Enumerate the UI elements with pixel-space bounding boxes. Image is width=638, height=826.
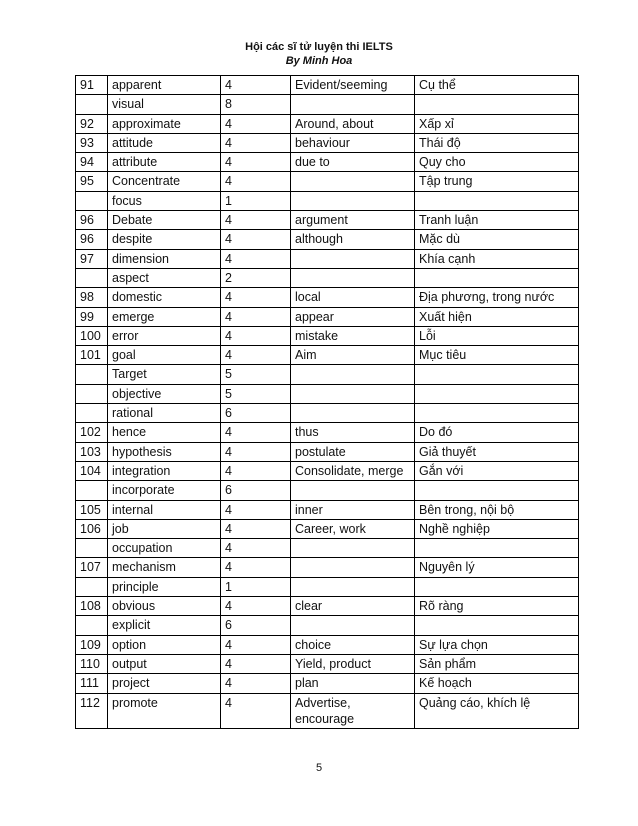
meaning-cell: Mục tiêu — [415, 346, 579, 365]
meaning-cell: Địa phương, trong nước — [415, 288, 579, 307]
band-cell: 5 — [221, 384, 291, 403]
meaning-cell: Nghề nghiệp — [415, 519, 579, 538]
table-row — [76, 500, 579, 519]
synonym-cell: plan — [291, 674, 415, 693]
band-cell: 4 — [221, 654, 291, 673]
meaning-cell — [415, 539, 579, 558]
band-cell: 4 — [221, 326, 291, 345]
entry-number-cell: 96 — [76, 230, 108, 249]
entry-number-cell: 99 — [76, 307, 108, 326]
table-row — [76, 268, 579, 287]
table-row — [76, 539, 579, 558]
band-cell: 4 — [221, 211, 291, 230]
synonym-cell — [291, 172, 415, 191]
meaning-cell: Do đó — [415, 423, 579, 442]
table-row — [76, 597, 579, 616]
word-cell: error — [108, 326, 221, 345]
meaning-cell: Xuất hiện — [415, 307, 579, 326]
table-row — [76, 346, 579, 365]
entry-number-cell: 95 — [76, 172, 108, 191]
entry-number-cell: 109 — [76, 635, 108, 654]
table-row — [76, 288, 579, 307]
word-cell: emerge — [108, 307, 221, 326]
meaning-cell: Cụ thể — [415, 76, 579, 95]
band-cell: 4 — [221, 597, 291, 616]
synonym-cell: Around, about — [291, 114, 415, 133]
meaning-cell — [415, 481, 579, 500]
synonym-cell — [291, 268, 415, 287]
table-row — [76, 654, 579, 673]
entry-number-cell: 108 — [76, 597, 108, 616]
table-row — [76, 519, 579, 538]
synonym-cell — [291, 577, 415, 596]
word-cell: apparent — [108, 76, 221, 95]
synonym-cell: Yield, product — [291, 654, 415, 673]
synonym-cell — [291, 481, 415, 500]
synonym-cell — [291, 558, 415, 577]
band-cell: 8 — [221, 95, 291, 114]
entry-number-cell — [76, 365, 108, 384]
band-cell: 1 — [221, 577, 291, 596]
meaning-cell — [415, 95, 579, 114]
band-cell: 4 — [221, 114, 291, 133]
word-cell: internal — [108, 500, 221, 519]
table-row — [76, 153, 579, 172]
word-cell: project — [108, 674, 221, 693]
word-cell: Debate — [108, 211, 221, 230]
synonym-cell: choice — [291, 635, 415, 654]
table-row — [76, 172, 579, 191]
synonym-cell: appear — [291, 307, 415, 326]
entry-number-cell: 106 — [76, 519, 108, 538]
band-cell: 4 — [221, 519, 291, 538]
meaning-cell: Rõ ràng — [415, 597, 579, 616]
synonym-cell — [291, 365, 415, 384]
meaning-cell — [415, 384, 579, 403]
word-cell: aspect — [108, 268, 221, 287]
synonym-cell: clear — [291, 597, 415, 616]
band-cell: 4 — [221, 539, 291, 558]
word-cell: promote — [108, 693, 221, 729]
band-cell: 4 — [221, 307, 291, 326]
word-cell: dimension — [108, 249, 221, 268]
band-cell: 6 — [221, 481, 291, 500]
meaning-cell: Thái độ — [415, 133, 579, 152]
synonym-cell — [291, 616, 415, 635]
table-row — [76, 211, 579, 230]
synonym-cell: behaviour — [291, 133, 415, 152]
word-cell: Target — [108, 365, 221, 384]
table-row — [76, 481, 579, 500]
vocabulary-table — [75, 75, 579, 729]
synonym-cell: mistake — [291, 326, 415, 345]
word-cell: attitude — [108, 133, 221, 152]
table-row — [76, 423, 579, 442]
word-cell: incorporate — [108, 481, 221, 500]
band-cell: 5 — [221, 365, 291, 384]
word-cell: principle — [108, 577, 221, 596]
band-cell: 4 — [221, 442, 291, 461]
entry-number-cell: 105 — [76, 500, 108, 519]
word-cell: job — [108, 519, 221, 538]
header-author: By Minh Hoa — [285, 55, 353, 67]
meaning-cell — [415, 404, 579, 423]
vocabulary-table-body — [76, 76, 579, 729]
word-cell: domestic — [108, 288, 221, 307]
table-row — [76, 307, 579, 326]
word-cell: mechanism — [108, 558, 221, 577]
meaning-cell: Gắn với — [415, 461, 579, 480]
table-row — [76, 326, 579, 345]
synonym-cell: Advertise, encourage — [291, 693, 415, 729]
synonym-cell: inner — [291, 500, 415, 519]
table-row — [76, 249, 579, 268]
synonym-cell: although — [291, 230, 415, 249]
entry-number-cell: 112 — [76, 693, 108, 729]
table-row — [76, 114, 579, 133]
band-cell: 4 — [221, 153, 291, 172]
meaning-cell: Xấp xỉ — [415, 114, 579, 133]
entry-number-cell — [76, 539, 108, 558]
synonym-cell — [291, 539, 415, 558]
entry-number-cell: 111 — [76, 674, 108, 693]
entry-number-cell — [76, 577, 108, 596]
synonym-cell: thus — [291, 423, 415, 442]
synonym-cell: Consolidate, merge — [291, 461, 415, 480]
entry-number-cell: 98 — [76, 288, 108, 307]
entry-number-cell: 92 — [76, 114, 108, 133]
entry-number-cell — [76, 191, 108, 210]
entry-number-cell: 101 — [76, 346, 108, 365]
band-cell: 4 — [221, 76, 291, 95]
word-cell: hence — [108, 423, 221, 442]
entry-number-cell: 103 — [76, 442, 108, 461]
word-cell: output — [108, 654, 221, 673]
band-cell: 2 — [221, 268, 291, 287]
synonym-cell — [291, 95, 415, 114]
word-cell: attribute — [108, 153, 221, 172]
synonym-cell: Aim — [291, 346, 415, 365]
synonym-cell — [291, 191, 415, 210]
synonym-cell — [291, 384, 415, 403]
meaning-cell: Khía cạnh — [415, 249, 579, 268]
table-row — [76, 95, 579, 114]
entry-number-cell: 104 — [76, 461, 108, 480]
meaning-cell: Quy cho — [415, 153, 579, 172]
meaning-cell — [415, 616, 579, 635]
meaning-cell — [415, 577, 579, 596]
meaning-cell — [415, 191, 579, 210]
entry-number-cell — [76, 95, 108, 114]
meaning-cell: Mặc dù — [415, 230, 579, 249]
word-cell: integration — [108, 461, 221, 480]
word-cell: despite — [108, 230, 221, 249]
header-title: Hội các sĩ tử luyện thi IELTS — [245, 41, 393, 53]
table-row — [76, 577, 579, 596]
entry-number-cell: 100 — [76, 326, 108, 345]
entry-number-cell: 96 — [76, 211, 108, 230]
table-row — [76, 76, 579, 95]
meaning-cell: Giả thuyết — [415, 442, 579, 461]
table-row — [76, 558, 579, 577]
synonym-cell: local — [291, 288, 415, 307]
entry-number-cell: 93 — [76, 133, 108, 152]
table-row — [76, 384, 579, 403]
synonym-cell — [291, 249, 415, 268]
table-row — [76, 133, 579, 152]
page-header — [0, 40, 638, 68]
word-cell: option — [108, 635, 221, 654]
entry-number-cell: 94 — [76, 153, 108, 172]
entry-number-cell: 91 — [76, 76, 108, 95]
band-cell: 4 — [221, 288, 291, 307]
entry-number-cell: 102 — [76, 423, 108, 442]
word-cell: objective — [108, 384, 221, 403]
band-cell: 6 — [221, 404, 291, 423]
table-row — [76, 616, 579, 635]
band-cell: 4 — [221, 635, 291, 654]
band-cell: 4 — [221, 674, 291, 693]
synonym-cell: Career, work — [291, 519, 415, 538]
entry-number-cell: 107 — [76, 558, 108, 577]
entry-number-cell — [76, 616, 108, 635]
word-cell: explicit — [108, 616, 221, 635]
word-cell: visual — [108, 95, 221, 114]
meaning-cell: Quảng cáo, khích lệ — [415, 693, 579, 729]
table-row — [76, 230, 579, 249]
word-cell: goal — [108, 346, 221, 365]
page-number: 5 — [315, 762, 323, 774]
entry-number-cell — [76, 384, 108, 403]
word-cell: hypothesis — [108, 442, 221, 461]
synonym-cell: postulate — [291, 442, 415, 461]
table-row — [76, 365, 579, 384]
band-cell: 1 — [221, 191, 291, 210]
synonym-cell: argument — [291, 211, 415, 230]
meaning-cell: Tranh luận — [415, 211, 579, 230]
band-cell: 4 — [221, 461, 291, 480]
synonym-cell — [291, 404, 415, 423]
word-cell: focus — [108, 191, 221, 210]
meaning-cell: Nguyên lý — [415, 558, 579, 577]
entry-number-cell — [76, 268, 108, 287]
meaning-cell: Kế hoạch — [415, 674, 579, 693]
band-cell: 4 — [221, 423, 291, 442]
meaning-cell — [415, 268, 579, 287]
entry-number-cell — [76, 481, 108, 500]
entry-number-cell: 110 — [76, 654, 108, 673]
table-row — [76, 674, 579, 693]
word-cell: approximate — [108, 114, 221, 133]
meaning-cell: Lỗi — [415, 326, 579, 345]
meaning-cell: Sự lựa chọn — [415, 635, 579, 654]
meaning-cell: Tập trung — [415, 172, 579, 191]
table-row — [76, 693, 579, 729]
band-cell: 6 — [221, 616, 291, 635]
meaning-cell — [415, 365, 579, 384]
band-cell: 4 — [221, 249, 291, 268]
band-cell: 4 — [221, 558, 291, 577]
band-cell: 4 — [221, 346, 291, 365]
word-cell: obvious — [108, 597, 221, 616]
table-row — [76, 442, 579, 461]
word-cell: rational — [108, 404, 221, 423]
table-row — [76, 461, 579, 480]
meaning-cell: Bên trong, nội bộ — [415, 500, 579, 519]
table-row — [76, 191, 579, 210]
word-cell: Concentrate — [108, 172, 221, 191]
band-cell: 4 — [221, 500, 291, 519]
meaning-cell: Sản phẩm — [415, 654, 579, 673]
entry-number-cell — [76, 404, 108, 423]
table-row — [76, 635, 579, 654]
table-row — [76, 404, 579, 423]
word-cell: occupation — [108, 539, 221, 558]
band-cell: 4 — [221, 172, 291, 191]
synonym-cell: due to — [291, 153, 415, 172]
band-cell: 4 — [221, 133, 291, 152]
synonym-cell: Evident/seeming — [291, 76, 415, 95]
band-cell: 4 — [221, 693, 291, 729]
entry-number-cell: 97 — [76, 249, 108, 268]
band-cell: 4 — [221, 230, 291, 249]
